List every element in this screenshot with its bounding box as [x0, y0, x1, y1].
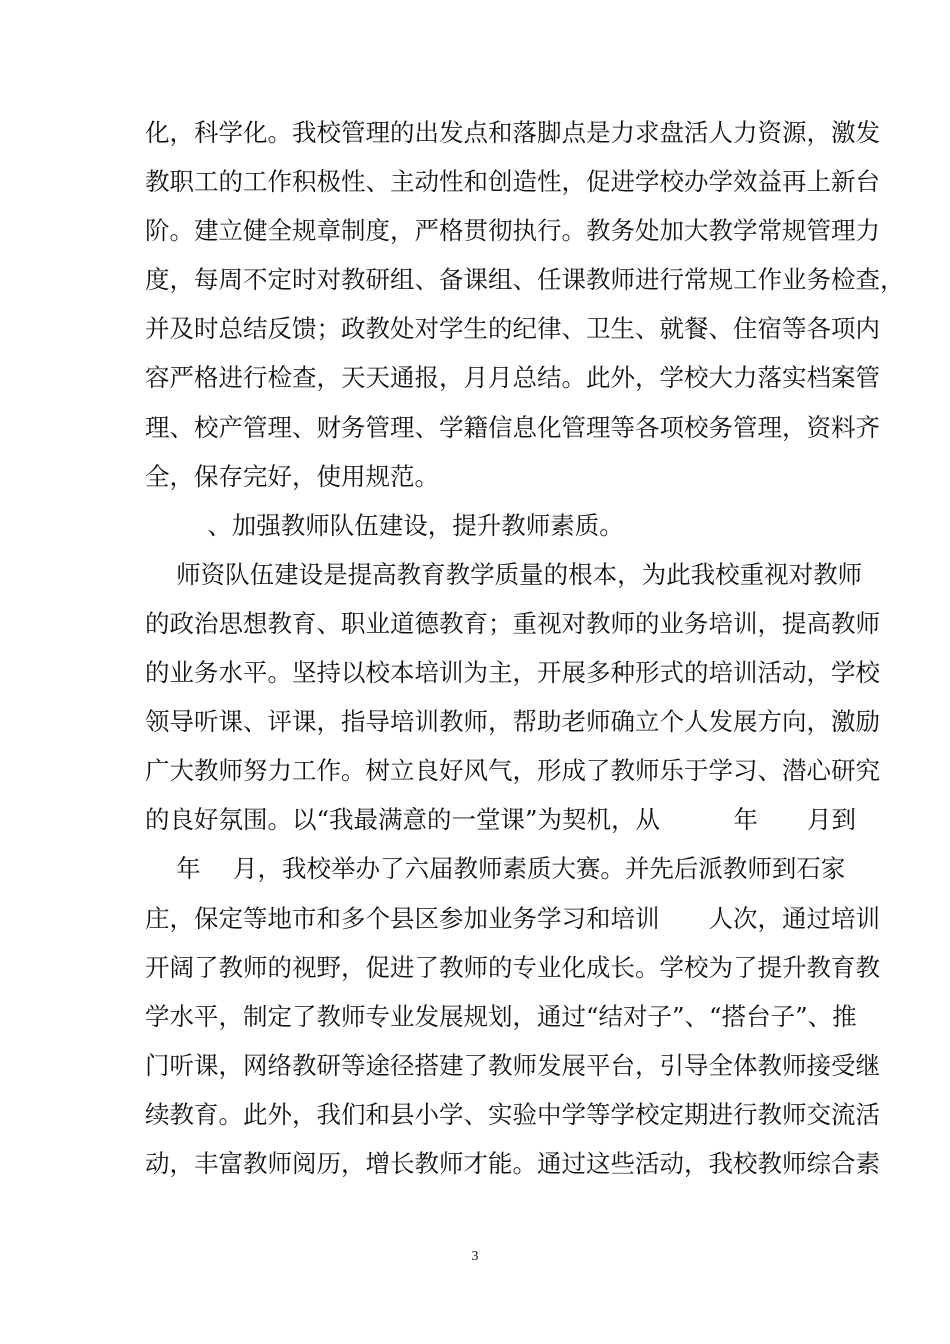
text-line: 动，丰富教师阅历，增长教师才能。通过这些活动，我校教师综合素	[145, 1148, 880, 1178]
text-line: 化，科学化。我校管理的出发点和落脚点是力求盘活人力资源，激发	[145, 118, 880, 147]
text-line: 的良好氛围。以“我最满意的一堂课”为契机，从 年 月到	[145, 805, 857, 835]
text-line: 年 月，我校举办了六届教师素质大赛。并先后派教师到石家	[145, 854, 846, 884]
body-text	[145, 108, 905, 1188]
text-line: 续教育。此外，我们和县小学、实验中学等学校定期进行教师交流活	[145, 1099, 880, 1129]
text-line: 度，每周不定时对教研组、备课组、任课教师进行常规工作业务检查，	[145, 265, 905, 295]
text-line: 容严格进行检查，天天通报，月月总结。此外，学校大力落实档案管	[145, 363, 880, 393]
text-line: 全，保存完好，使用规范。	[145, 461, 439, 491]
text-line: 门听课，网络教研等途径搭建了教师发展平台，引导全体教师接受继	[145, 1050, 880, 1080]
text-line: 理、校产管理、财务管理、学籍信息化管理等各项校务管理，资料齐	[145, 412, 880, 442]
text-line: 阶。建立健全规章制度，严格贯彻执行。教务处加大教学常规管理力	[145, 216, 880, 246]
text-line: 领导听课、评课，指导培训教师，帮助老师确立个人发展方向，激励	[145, 707, 880, 737]
text-line: 学水平，制定了教师专业发展规划，通过“结对子”、“搭台子”、推	[145, 1001, 857, 1031]
text-line: 师资队伍建设是提高教育教学质量的根本，为此我校重视对教师	[145, 559, 863, 589]
text-line: 并及时总结反馈；政教处对学生的纪律、卫生、就餐、住宿等各项内	[145, 314, 880, 344]
text-line: 的政治思想教育、职业道德教育；重视对教师的业务培训，提高教师	[145, 608, 880, 638]
text-line: 广大教师努力工作。树立良好风气，形成了教师乐于学习、潜心研究	[145, 756, 880, 786]
text-line: 庄，保定等地市和多个县区参加业务学习和培训 人次，通过培训	[145, 903, 880, 933]
text-line: 的业务水平。坚持以校本培训为主，开展多种形式的培训活动，学校	[145, 658, 880, 688]
text-line: 开阔了教师的视野，促进了教师的专业化成长。学校为了提升教育教	[145, 952, 880, 982]
text-line: 教职工的工作积极性、主动性和创造性，促进学校办学效益再上新台	[145, 167, 880, 197]
page-number: 3	[471, 1249, 479, 1264]
section-heading: 、加强教师队伍建设，提升教师素质。	[145, 510, 624, 540]
